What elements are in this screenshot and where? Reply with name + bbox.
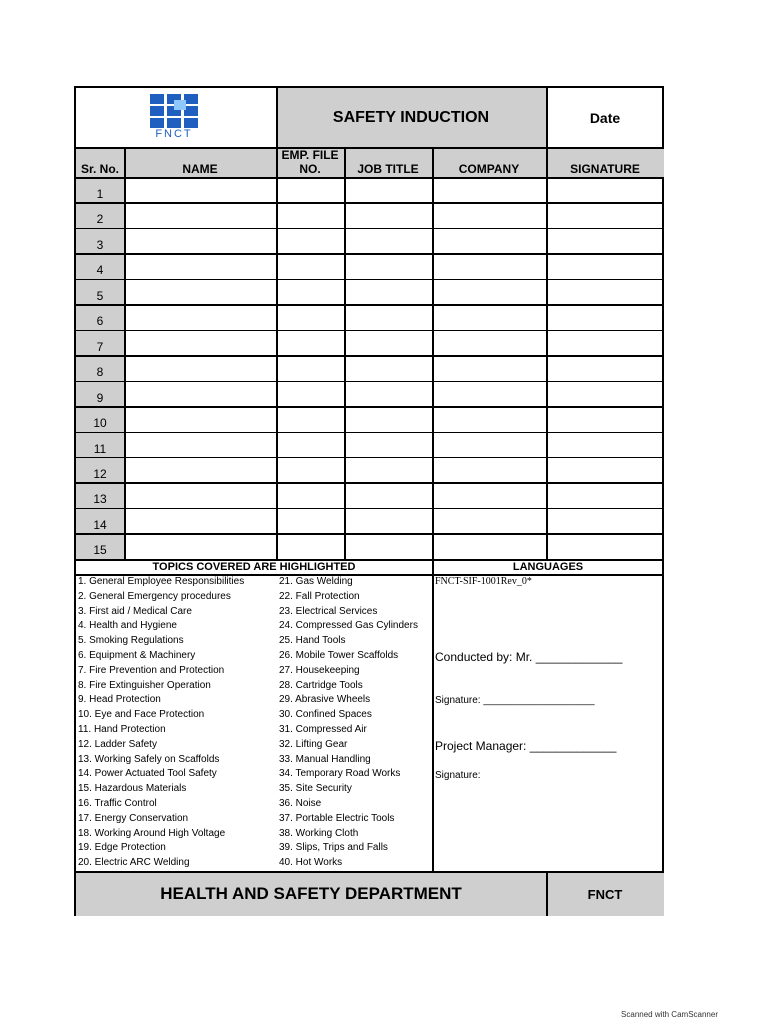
footer-code: FNCT <box>546 872 664 916</box>
date-label: Date <box>589 109 621 126</box>
row-divider <box>76 406 664 408</box>
topic-item: 27. Housekeeping <box>279 664 360 676</box>
signature-field-1[interactable]: Signature: ____________________ <box>435 695 595 706</box>
topic-item: 18. Working Around High Voltage <box>78 827 226 839</box>
row-number: 10 <box>93 416 107 431</box>
divider <box>344 147 346 559</box>
col-emp-file <box>276 147 344 177</box>
topic-item: 8. Fire Extinguisher Operation <box>78 679 211 691</box>
divider <box>124 147 126 559</box>
row-divider <box>76 432 664 434</box>
col-emp-file-line1: EMP. FILE <box>281 148 339 162</box>
scanner-watermark: Scanned with CamScanner <box>621 1010 718 1019</box>
topic-item: 12. Ladder Safety <box>78 738 157 750</box>
logo-cell <box>76 88 276 147</box>
row-divider <box>76 508 664 510</box>
logo-text: FNCT <box>155 128 193 140</box>
col-name: NAME <box>182 161 218 176</box>
fnct-logo-icon <box>150 94 198 128</box>
row-number: 15 <box>93 543 107 558</box>
topic-item: 26. Mobile Tower Scaffolds <box>279 650 399 661</box>
row-number: 5 <box>96 288 104 303</box>
topic-item: 19. Edge Protection <box>78 842 166 854</box>
topic-item: 25. Hand Tools <box>279 635 346 647</box>
topic-item: 13. Working Safely on Scaffolds <box>78 753 220 765</box>
signature-field-2[interactable]: Signature: <box>435 770 481 781</box>
topic-item: 39. Slips, Trips and Falls <box>279 842 388 854</box>
topic-item: 1. General Employee Responsibilities <box>78 576 245 587</box>
row-divider <box>76 533 664 535</box>
col-signature: SIGNATURE <box>570 161 640 176</box>
topic-item: 9. Head Protection <box>78 694 161 706</box>
row-number: 2 <box>96 212 104 227</box>
topic-item: 28. Cartridge Tools <box>279 679 363 691</box>
topic-item: 17. Energy Conservation <box>78 812 189 824</box>
topic-item: 22. Fall Protection <box>279 590 360 602</box>
topic-item: 7. Fire Prevention and Protection <box>78 664 225 676</box>
divider <box>76 177 664 179</box>
topic-item: 33. Manual Handling <box>279 753 371 765</box>
row-number: 9 <box>96 390 104 405</box>
topic-item: 6. Equipment & Machinery <box>78 650 196 661</box>
topic-item: 4. Health and Hygiene <box>78 620 177 632</box>
col-job-title: JOB TITLE <box>357 161 419 176</box>
row-divider <box>76 330 664 332</box>
row-divider <box>76 457 664 459</box>
topic-item: 15. Hazardous Materials <box>78 783 187 795</box>
page-title: SAFETY INDUCTION <box>276 88 546 147</box>
row-divider <box>76 228 664 230</box>
row-number: 1 <box>96 187 104 201</box>
project-manager-field[interactable]: Project Manager: _____________ <box>435 739 617 753</box>
topic-item: 20. Electric ARC Welding <box>78 857 190 869</box>
topic-item: 21. Gas Welding <box>279 576 353 587</box>
col-company: COMPANY <box>458 161 520 176</box>
row-divider <box>76 202 664 204</box>
divider <box>546 88 548 147</box>
row-number: 4 <box>96 263 104 278</box>
topic-item: 32. Lifting Gear <box>279 738 348 750</box>
conducted-by-field[interactable]: Conducted by: Mr. _____________ <box>435 650 623 664</box>
topic-item: 11. Hand Protection <box>78 724 166 735</box>
topic-item: 37. Portable Electric Tools <box>279 812 395 824</box>
row-divider <box>76 381 664 383</box>
topic-item: 3. First aid / Medical Care <box>78 605 192 617</box>
row-number: 12 <box>93 466 107 481</box>
row-number: 8 <box>96 365 104 380</box>
languages-header: LANGUAGES <box>512 560 584 573</box>
topic-item: 40. Hot Works <box>279 857 343 869</box>
department-footer: HEALTH AND SAFETY DEPARTMENT <box>76 872 546 916</box>
row-number: 7 <box>96 339 104 354</box>
row-number: 11 <box>93 441 107 456</box>
topic-item: 16. Traffic Control <box>78 798 157 809</box>
topic-item: 24. Compressed Gas Cylinders <box>279 620 418 632</box>
col-emp-file-line2: NO. <box>299 162 321 176</box>
col-sr-no: Sr. No. <box>80 161 119 176</box>
topic-item: 31. Compressed Air <box>279 724 367 735</box>
row-number: 14 <box>93 517 107 532</box>
topic-item: 36. Noise <box>279 798 322 809</box>
row-divider <box>76 279 664 281</box>
divider <box>546 147 548 559</box>
document-code: FNCT-SIF-1001Rev_0* <box>435 576 532 587</box>
topic-item: 10. Eye and Face Protection <box>78 709 205 721</box>
divider <box>546 872 548 916</box>
induction-form <box>74 86 664 916</box>
divider <box>276 88 278 147</box>
divider <box>76 147 664 149</box>
row-divider <box>76 355 664 357</box>
topic-item: 35. Site Security <box>279 783 352 795</box>
divider <box>76 871 664 873</box>
topic-item: 38. Working Cloth <box>279 827 359 839</box>
row-divider <box>76 253 664 255</box>
row-divider <box>76 304 664 306</box>
row-number: 13 <box>93 492 107 507</box>
topic-item: 2. General Emergency procedures <box>78 590 231 602</box>
topic-item: 5. Smoking Regulations <box>78 635 184 647</box>
divider <box>276 147 278 559</box>
topic-item: 14. Power Actuated Tool Safety <box>78 768 217 780</box>
divider <box>432 147 434 872</box>
topic-item: 29. Abrasive Wheels <box>279 694 371 706</box>
topic-item: 23. Electrical Services <box>279 605 378 617</box>
row-number: 3 <box>96 237 104 252</box>
topic-item: 30. Confined Spaces <box>279 709 372 721</box>
topics-header: TOPICS COVERED ARE HIGHLIGHTED <box>152 560 356 573</box>
topic-item: 34. Temporary Road Works <box>279 768 401 780</box>
row-divider <box>76 482 664 484</box>
divider <box>76 559 664 561</box>
row-number: 6 <box>96 314 104 329</box>
